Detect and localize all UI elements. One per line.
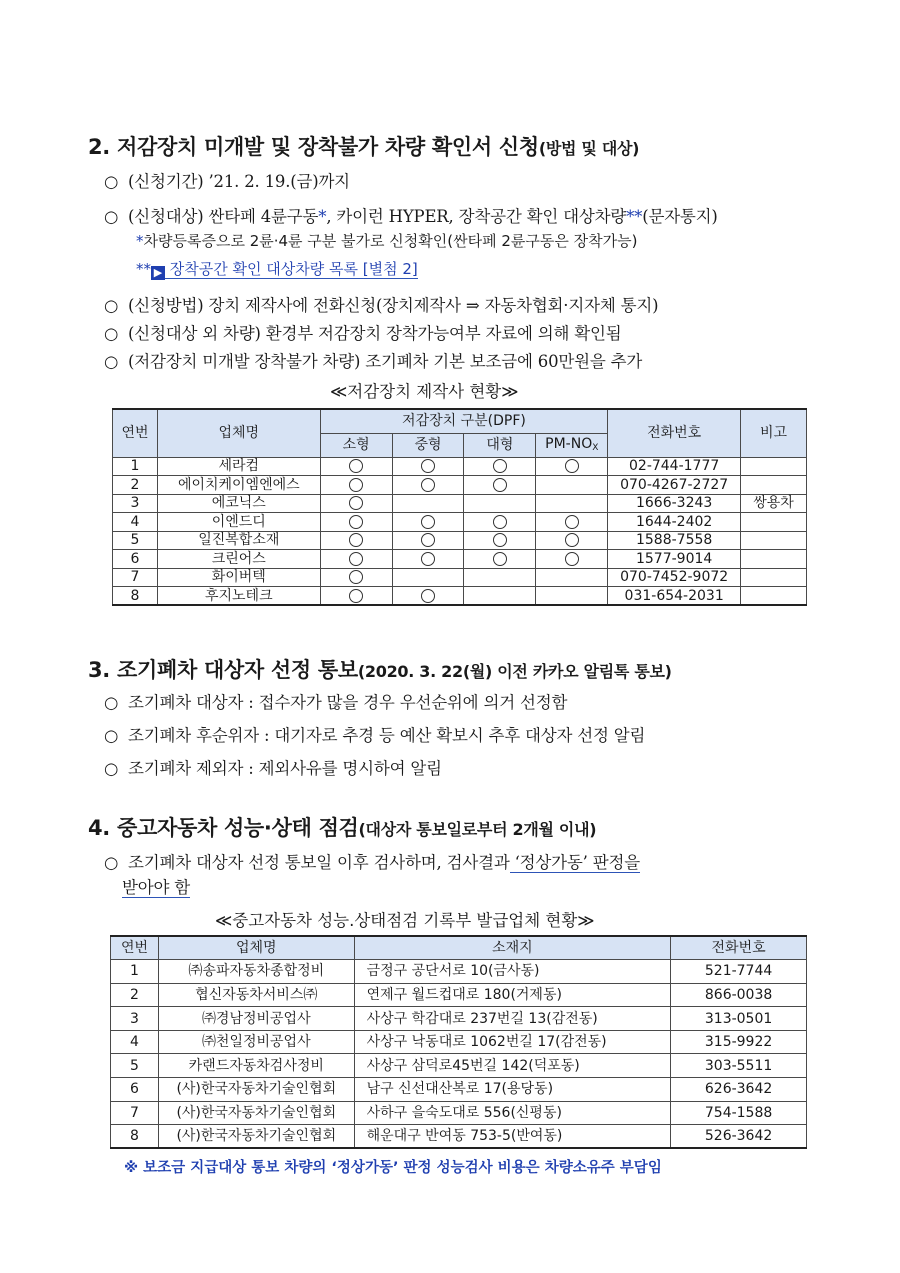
attachment-link[interactable]: 장착공간 확인 대상차량 목록 [별첨 2] (165, 260, 418, 278)
cell-mid (392, 550, 464, 569)
cell-address: 연제구 월드컵대로 180(거제동) (354, 983, 671, 1007)
s2-note-2 (136, 258, 418, 280)
s3-line-1 (104, 689, 567, 713)
bullet-circle: ○ (104, 352, 119, 371)
cell-mid (392, 587, 464, 606)
cell-large (464, 568, 536, 587)
section-2-subtitle: (방법 및 대상) (538, 139, 640, 158)
cell-no: 5 (111, 1054, 159, 1078)
table-row (111, 1030, 807, 1054)
cell-small (320, 568, 392, 587)
header-no: 연번 (113, 409, 158, 457)
note-text: 차량등록증으로 2륜·4륜 구분 불가로 신청확인(싼타페 2륜구동은 장착가능) (143, 232, 638, 250)
cell-pm-nox (536, 531, 608, 550)
table-row (111, 1007, 807, 1031)
circle-mark-icon (349, 570, 363, 584)
s2-line-text: (신청방법) 장치 제작사에 전화신청(장치제작사 ⇒ 자동차협회·지자체 통지) (128, 296, 659, 315)
section-3-subtitle: (2020. 3. 22(월) 이전 카카오 알림톡 통보) (357, 662, 672, 681)
inspection-table-body (111, 960, 807, 1149)
s4-line-text: 조기폐차 대상자 선정 통보일 이후 검사하며, 검사결과 (128, 853, 510, 872)
s2-line-period (104, 168, 350, 192)
cell-pm-nox (536, 476, 608, 495)
s3-line-text: 조기폐차 제외자 : 제외사유를 명시하여 알림 (128, 759, 442, 778)
cell-name: 크린어스 (157, 550, 320, 569)
section-2-title: 2. 저감장치 미개발 및 장착불가 차량 확인서 신청 (88, 135, 539, 159)
s2-note-1 (136, 230, 637, 251)
cell-phone: 626-3642 (671, 1078, 807, 1102)
cell-name: 협신자동차서비스㈜ (158, 983, 354, 1007)
cell-large (464, 531, 536, 550)
circle-mark-icon (349, 515, 363, 529)
cell-pm-nox (536, 513, 608, 532)
cell-pm-nox (536, 457, 608, 476)
arrow-right-icon: ▶ (151, 266, 165, 280)
cell-phone: 02-744-1777 (608, 457, 741, 476)
circle-mark-icon (421, 533, 435, 547)
bullet-circle: ○ (104, 693, 119, 712)
cell-name: 에코닉스 (157, 494, 320, 513)
header-no: 연번 (111, 936, 159, 960)
cell-small (320, 587, 392, 606)
cell-address: 사하구 을숙도대로 556(신평동) (354, 1101, 671, 1125)
cell-phone: 031-654-2031 (608, 587, 741, 606)
cell-note (741, 550, 807, 569)
header-phone: 전화번호 (671, 936, 807, 960)
table-row (113, 476, 807, 495)
cell-phone: 315-9922 (671, 1030, 807, 1054)
cell-small (320, 513, 392, 532)
cell-no: 7 (113, 568, 158, 587)
circle-mark-icon (493, 552, 507, 566)
circle-mark-icon (349, 478, 363, 492)
cell-address: 남구 신선대산복로 17(용당동) (354, 1078, 671, 1102)
cell-phone: 1666-3243 (608, 494, 741, 513)
cell-no: 8 (113, 587, 158, 606)
section-4-subtitle: (대상자 통보일로부터 2개월 이내) (358, 820, 597, 839)
bullet-circle: ○ (104, 853, 119, 872)
cell-mid (392, 494, 464, 513)
manufacturer-table (112, 408, 807, 606)
cell-phone: 1588-7558 (608, 531, 741, 550)
cell-no: 2 (111, 983, 159, 1007)
circle-mark-icon (493, 533, 507, 547)
header-name: 업체명 (157, 409, 320, 457)
cell-small (320, 550, 392, 569)
cell-large (464, 513, 536, 532)
footnote-mark: ** (626, 207, 643, 226)
cell-note (741, 568, 807, 587)
s4-line-1-cont (122, 874, 190, 898)
cell-phone: 866-0038 (671, 983, 807, 1007)
manufacturer-table-body (113, 457, 807, 605)
circle-mark-icon (565, 515, 579, 529)
s3-line-text: 조기폐차 후순위자 : 대기자로 추경 등 예산 확보시 추후 대상자 선정 알림 (128, 726, 646, 745)
s3-line-text: 조기폐차 대상자 : 접수자가 많을 경우 우선순위에 의거 선정함 (128, 693, 568, 712)
table-row (113, 550, 807, 569)
circle-mark-icon (565, 533, 579, 547)
table-row (113, 494, 807, 513)
table-row (111, 1078, 807, 1102)
cell-name: 이엔드디 (157, 513, 320, 532)
cell-pm-nox (536, 587, 608, 606)
s2-line-text: (신청대상 외 차량) 환경부 저감장치 장착가능여부 자료에 의해 확인됨 (128, 324, 622, 343)
header-small: 소형 (320, 433, 392, 457)
cell-phone: 313-0501 (671, 1007, 807, 1031)
cell-large (464, 550, 536, 569)
cell-phone: 521-7744 (671, 960, 807, 984)
cell-address: 사상구 삼덕로45번길 142(덕포동) (354, 1054, 671, 1078)
s4-line-1 (104, 849, 640, 873)
cell-phone: 303-5511 (671, 1054, 807, 1078)
cell-pm-nox (536, 550, 608, 569)
circle-mark-icon (493, 459, 507, 473)
circle-mark-icon (421, 459, 435, 473)
cell-no: 1 (113, 457, 158, 476)
cell-no: 6 (111, 1078, 159, 1102)
cell-phone: 1577-9014 (608, 550, 741, 569)
cell-mid (392, 513, 464, 532)
s2-line-target (104, 203, 718, 227)
table-row (111, 1054, 807, 1078)
cell-no: 6 (113, 550, 158, 569)
cell-small (320, 494, 392, 513)
cell-phone: 526-3642 (671, 1125, 807, 1149)
cell-name: 일진복합소재 (157, 531, 320, 550)
cell-name: ㈜천일정비공업사 (158, 1030, 354, 1054)
header-phone: 전화번호 (608, 409, 741, 457)
cell-no: 5 (113, 531, 158, 550)
table-row (111, 960, 807, 984)
footnote-mark: ** (136, 260, 151, 278)
bullet-circle: ○ (104, 324, 119, 343)
cell-no: 1 (111, 960, 159, 984)
circle-mark-icon (421, 515, 435, 529)
cell-address: 금정구 공단서로 10(금사동) (354, 960, 671, 984)
cell-large (464, 587, 536, 606)
circle-mark-icon (565, 552, 579, 566)
bullet-circle: ○ (104, 759, 119, 778)
table-2-caption: ≪중고자동차 성능.상태점검 기록부 발급업체 현황≫ (215, 911, 595, 930)
section-4-heading (88, 812, 596, 842)
cell-mid (392, 531, 464, 550)
cell-small (320, 531, 392, 550)
cell-note (741, 476, 807, 495)
header-note: 비고 (741, 409, 807, 457)
section-3-title: 3. 조기폐차 대상자 선정 통보 (88, 658, 358, 682)
s2-line-bonus (104, 348, 642, 372)
cell-pm-nox (536, 568, 608, 587)
header-large: 대형 (464, 433, 536, 457)
cell-name: 세라컴 (157, 457, 320, 476)
cell-no: 3 (111, 1007, 159, 1031)
cell-large (464, 457, 536, 476)
circle-mark-icon (493, 515, 507, 529)
cell-name: (사)한국자동차기술인협회 (158, 1125, 354, 1149)
bullet-circle: ○ (104, 207, 119, 226)
cell-pm-nox (536, 494, 608, 513)
s2-line-text: , 카이런 HYPER, 장착공간 확인 대상차량 (326, 207, 627, 226)
cell-no: 3 (113, 494, 158, 513)
header-pm-text: PM-NO (545, 436, 593, 452)
table-row (113, 587, 807, 606)
bullet-circle: ○ (104, 172, 119, 191)
cell-mid (392, 568, 464, 587)
s2-line-text: (저감장치 미개발 장착불가 차량) 조기폐차 기본 보조금에 60만원을 추가 (128, 352, 643, 371)
cell-small (320, 457, 392, 476)
circle-mark-icon (565, 459, 579, 473)
cell-name: 후지노테크 (157, 587, 320, 606)
cell-no: 2 (113, 476, 158, 495)
circle-mark-icon (421, 589, 435, 603)
header-mid: 중형 (392, 433, 464, 457)
cell-no: 4 (111, 1030, 159, 1054)
cell-phone: 070-4267-2727 (608, 476, 741, 495)
cell-name: ㈜경남정비공업사 (158, 1007, 354, 1031)
footnote-mark: * (318, 207, 327, 226)
section-2-heading (88, 131, 639, 161)
cell-mid (392, 457, 464, 476)
table-row (111, 1101, 807, 1125)
cell-note (741, 587, 807, 606)
table-row (113, 457, 807, 476)
footnote: ※ 보조금 지급대상 통보 차량의 ‘정상가동’ 판정 성능검사 비용은 차량소유주 부담임 (124, 1160, 662, 1176)
cell-name: 에이치케이엠엔에스 (157, 476, 320, 495)
cell-phone: 070-7452-9072 (608, 568, 741, 587)
s4-emphasis: 받아야 함 (122, 878, 191, 897)
circle-mark-icon (349, 552, 363, 566)
circle-mark-icon (493, 478, 507, 492)
s2-line-text: (문자통지) (642, 207, 718, 226)
s2-line-other (104, 320, 622, 344)
cell-address: 사상구 학감대로 237번길 13(감전동) (354, 1007, 671, 1031)
header-address: 소재지 (354, 936, 671, 960)
header-pm-subscript: X (592, 443, 599, 453)
header-dpf: 저감장치 구분(DPF) (320, 409, 608, 433)
cell-phone: 754-1588 (671, 1101, 807, 1125)
circle-mark-icon (349, 533, 363, 547)
header-pm-nox (536, 433, 608, 457)
section-4-title: 4. 중고자동차 성능·상태 점검 (88, 816, 359, 840)
cell-name: 카랜드자동차검사정비 (158, 1054, 354, 1078)
inspection-table (110, 935, 807, 1149)
s2-line-text: (신청기간) ’21. 2. 19.(금)까지 (128, 172, 350, 191)
cell-note (741, 531, 807, 550)
cell-name: (사)한국자동차기술인협회 (158, 1078, 354, 1102)
s4-emphasis: ‘정상가동’ 판정을 (509, 853, 640, 872)
section-3-heading (88, 654, 672, 684)
cell-address: 해운대구 반여동 753-5(반여동) (354, 1125, 671, 1149)
table-row (111, 983, 807, 1007)
cell-note (741, 457, 807, 476)
cell-small (320, 476, 392, 495)
cell-name: (사)한국자동차기술인협회 (158, 1101, 354, 1125)
cell-name: ㈜송파자동차종합정비 (158, 960, 354, 984)
cell-phone: 1644-2402 (608, 513, 741, 532)
circle-mark-icon (349, 589, 363, 603)
circle-mark-icon (349, 459, 363, 473)
s3-line-2 (104, 722, 645, 746)
cell-large (464, 476, 536, 495)
cell-address: 사상구 낙동대로 1062번길 17(감전동) (354, 1030, 671, 1054)
cell-no: 8 (111, 1125, 159, 1149)
header-name: 업체명 (158, 936, 354, 960)
table-row (113, 531, 807, 550)
bullet-circle: ○ (104, 726, 119, 745)
circle-mark-icon (421, 478, 435, 492)
circle-mark-icon (349, 496, 363, 510)
s2-line-text: (신청대상) 싼타페 4륜구동 (128, 207, 319, 226)
bullet-circle: ○ (104, 296, 119, 315)
cell-note: 쌍용차 (741, 494, 807, 513)
cell-name: 화이버텍 (157, 568, 320, 587)
circle-mark-icon (421, 552, 435, 566)
s2-line-method (104, 292, 658, 316)
table-row (113, 513, 807, 532)
cell-no: 4 (113, 513, 158, 532)
footnote-mark: * (136, 232, 144, 250)
table-row (113, 568, 807, 587)
s3-line-3 (104, 755, 442, 779)
cell-large (464, 494, 536, 513)
cell-note (741, 513, 807, 532)
table-1-caption: ≪저감장치 제작사 현황≫ (330, 382, 519, 401)
cell-mid (392, 476, 464, 495)
table-row (111, 1125, 807, 1149)
cell-no: 7 (111, 1101, 159, 1125)
